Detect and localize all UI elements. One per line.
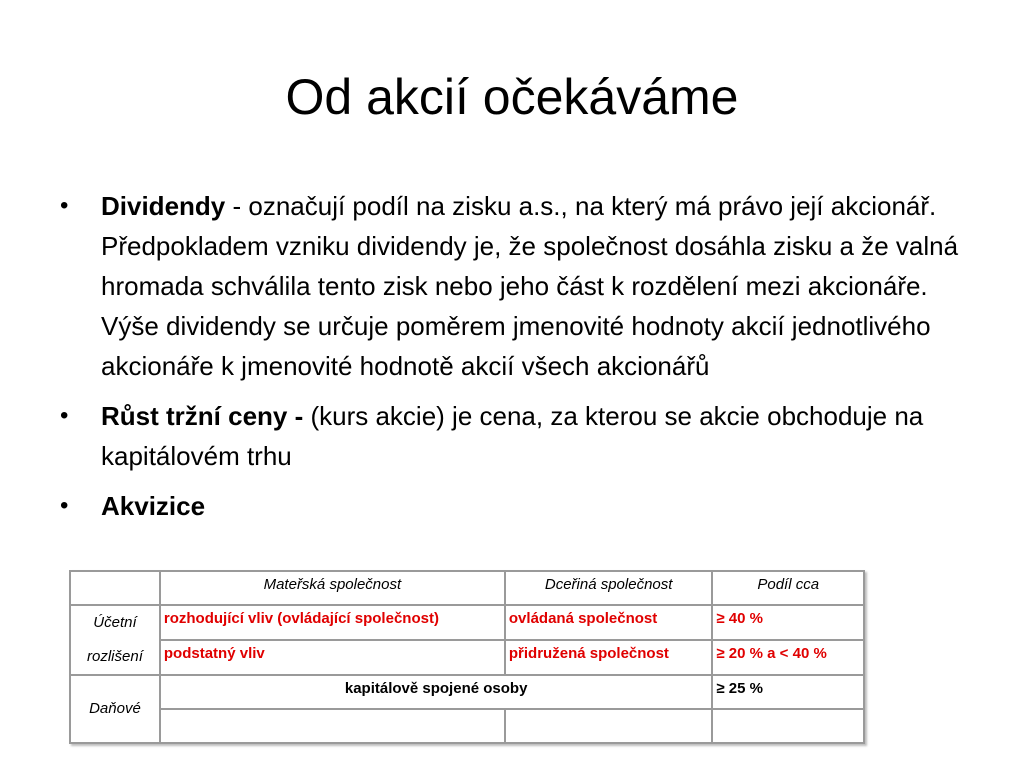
table-header-row [70,571,864,605]
bullet-dot-icon: • [60,192,69,219]
bullet-term: Růst tržní ceny - [101,401,304,431]
accounting-label-line1: Účetní [93,614,137,631]
bullet-text: (kurs akcie) je cena, za kterou se akcie obchoduje na kapitálovém trhu [101,401,924,471]
table-header-cell: Mateřská společnost [160,571,505,605]
table-cell: ≥ 40 % [712,605,864,640]
table-cell: podstatný vliv [160,640,505,675]
bullet-dot-icon: • [60,492,69,519]
table-cell: přidružená společnost [505,640,713,675]
tax-merged-cell: kapitálově spojené osoby [160,675,713,709]
bullet-dividendy [60,186,970,386]
table-header-cell: Podíl cca [712,571,864,605]
empty-cell [505,709,713,743]
empty-cell [712,709,864,743]
table-cell: rozhodující vliv (ovládající společnost) [160,605,505,640]
bullet-list [60,186,970,536]
table-row [70,640,864,675]
accounting-label-line2: rozlišení [87,648,143,665]
table-cell: ovládaná společnost [505,605,713,640]
bullet-text: - označují podíl na zisku a.s., na který má právo její akcionář. Předpokladem vzniku dividendy je, že společnost dosáhla zisku a že valná hromada schválila tento zisk nebo jeho část k rozdělení mezi akcionáře. Výše dividendy se určuje poměrem jmenovité hodnoty akcií jednotlivého akcionáře k jmenovité hodnotě akcií všech akcionářů [101,191,959,381]
bullet-term: Dividendy [101,191,226,221]
table-header-cell: Dceřiná společnost [505,571,713,605]
tax-label-cell: Daňové [70,675,160,743]
slide-title: Od akcií očekáváme [285,69,739,125]
ownership-table [69,570,865,744]
bullet-dot-icon: • [60,402,69,429]
accounting-label-cell [70,605,160,675]
tax-share-cell: ≥ 25 % [712,675,864,709]
table-cell: ≥ 20 % a < 40 % [712,640,864,675]
table-row-empty [70,709,864,743]
table-row [70,605,864,640]
table-row [70,675,864,709]
bullet-term: Akvizice [101,491,206,521]
table-header-cell [70,571,160,605]
empty-cell [160,709,505,743]
bullet-akvizice [60,486,970,526]
bullet-rust-trzni-ceny [60,396,970,476]
